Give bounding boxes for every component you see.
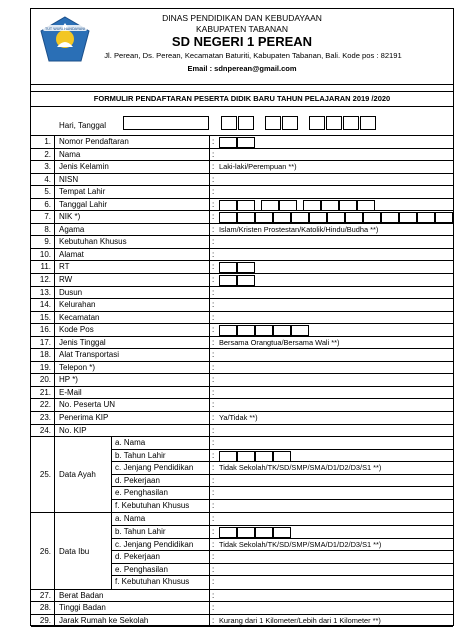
field-value[interactable]: Tidak Sekolah/TK/SD/SMP/SMA/D1/D2/D3/S1 **) (219, 463, 382, 473)
row-dusun (31, 287, 453, 300)
row-label: Kelurahan (59, 300, 96, 310)
field-value[interactable]: Tidak Sekolah/TK/SD/SMP/SMA/D1/D2/D3/S1 **) (219, 539, 382, 549)
colon: : (212, 387, 215, 397)
sub-label: a. Nama (115, 438, 146, 448)
row-number: 20. (31, 374, 55, 386)
digit-box-1[interactable] (219, 451, 237, 462)
row-label: Jenis Tinggal (59, 337, 106, 347)
group-label: Data Ayah (59, 470, 96, 480)
colon: : (212, 287, 215, 297)
digit-box-12[interactable] (417, 212, 435, 223)
colon: : (212, 337, 215, 347)
colon: : (212, 362, 215, 372)
group-label: Data Ibu (59, 546, 90, 556)
digit-box-1[interactable] (219, 137, 237, 148)
row-number: 3. (31, 161, 55, 173)
row-number: 5. (31, 186, 55, 198)
sub-row-a-nama (111, 513, 453, 526)
row-label: Tempat Lahir (59, 187, 106, 197)
row-label: RW (59, 275, 73, 285)
row-number: 22. (31, 399, 55, 411)
row-berat-badan (31, 590, 453, 603)
row-alamat (31, 249, 453, 262)
digit-box-7[interactable] (339, 200, 357, 211)
digit-box-2[interactable] (237, 262, 255, 273)
sub-label: e. Penghasilan (115, 564, 168, 574)
letterhead (31, 9, 453, 85)
digit-box-1[interactable] (219, 262, 237, 273)
row-label: RT (59, 262, 70, 272)
row-jenis-kelamin (31, 161, 453, 174)
row-jarak-rumah-ke-sekolah (31, 615, 453, 628)
row-nik (31, 211, 453, 224)
row-telepon (31, 362, 453, 375)
row-number: 10. (31, 249, 55, 261)
colon: : (212, 475, 215, 485)
row-hp (31, 374, 453, 387)
colon: : (212, 438, 215, 448)
row-kecamatan (31, 312, 453, 325)
row-number: 14. (31, 299, 55, 311)
digit-box-3[interactable] (255, 527, 273, 538)
row-number: 6. (31, 199, 55, 211)
row-label: Kebutuhan Khusus (59, 237, 127, 247)
row-label: Alat Transportasi (59, 350, 120, 360)
sub-row-d-pekerjaan (111, 551, 453, 564)
row-number: 1. (31, 136, 55, 148)
sub-row-f-kebutuhan-khusus (111, 500, 453, 513)
row-label: Penerima KIP (59, 413, 109, 423)
field-value[interactable]: Bersama Orangtua/Bersama Wali **) (219, 337, 340, 347)
colon: : (212, 603, 215, 613)
field-value[interactable]: Laki-laki/Perempuan **) (219, 162, 297, 172)
digit-box-1[interactable] (219, 275, 237, 286)
digit-box-4[interactable] (273, 527, 291, 538)
row-label: NISN (59, 174, 79, 184)
digit-box-7[interactable] (327, 212, 345, 223)
agency-name: DINAS PENDIDIKAN DAN KEBUDAYAAN (162, 13, 322, 23)
school-name: SD NEGERI 1 PEREAN (171, 34, 313, 49)
digit-box-1[interactable] (219, 527, 237, 538)
colon: : (212, 375, 215, 385)
sub-row-b-tahun-lahir (111, 450, 453, 463)
form-rows (31, 135, 453, 627)
digit-box-10[interactable] (381, 212, 399, 223)
row-label: Jenis Kelamin (59, 162, 109, 172)
sub-row-b-tahun-lahir (111, 526, 453, 539)
digit-box-2[interactable] (237, 527, 255, 538)
row-label: Tanggal Lahir (59, 199, 108, 209)
row-jenis-tinggal (31, 337, 453, 350)
sub-row-e-penghasilan (111, 564, 453, 577)
digit-box-8[interactable] (345, 212, 363, 223)
row-tanggal-lahir (31, 199, 453, 212)
colon: : (212, 325, 215, 335)
row-tinggi-badan (31, 602, 453, 615)
sub-label: d. Pekerjaan (115, 475, 160, 485)
sub-row-c-jenjang-pendidikan (111, 462, 453, 475)
colon: : (212, 514, 215, 524)
row-kebutuhan-khusus (31, 236, 453, 249)
row-e-mail (31, 387, 453, 400)
digit-box-1[interactable] (219, 212, 237, 223)
date-box-2[interactable] (238, 116, 254, 130)
school-email: Email : sdnperean@gmail.com (187, 64, 297, 73)
colon: : (212, 590, 215, 600)
sub-row-d-pekerjaan (111, 475, 453, 488)
regency-name: KABUPATEN TABANAN (196, 24, 288, 34)
sub-label: d. Pekerjaan (115, 552, 160, 562)
sub-label: e. Penghasilan (115, 488, 168, 498)
digit-box-2[interactable] (237, 200, 255, 211)
digit-box-3[interactable] (261, 200, 279, 211)
row-kode-pos (31, 324, 453, 337)
row-label: HP *) (59, 375, 78, 385)
colon: : (212, 400, 215, 410)
colon: : (212, 526, 215, 536)
sub-label: c. Jenjang Pendidikan (115, 539, 194, 549)
row-label: E-Mail (59, 387, 82, 397)
row-label: Telepon *) (59, 362, 96, 372)
colon: : (212, 162, 215, 172)
date-box-4[interactable] (282, 116, 298, 130)
digit-box-2[interactable] (237, 137, 255, 148)
sub-label: f. Kebutuhan Khusus (115, 500, 190, 510)
digit-box-4[interactable] (273, 212, 291, 223)
colon: : (212, 413, 215, 423)
colon: : (212, 500, 215, 510)
row-label: Agama (59, 224, 85, 234)
row-rw (31, 274, 453, 287)
colon: : (212, 149, 215, 159)
digit-box-5[interactable] (303, 200, 321, 211)
digit-box-3[interactable] (255, 325, 273, 336)
row-number: 19. (31, 362, 55, 374)
row-alat-transportasi (31, 349, 453, 362)
row-no-kip (31, 425, 453, 438)
colon: : (212, 187, 215, 197)
row-label: No. KIP (59, 425, 87, 435)
row-number: 27. (31, 590, 55, 602)
digit-box-5[interactable] (291, 212, 309, 223)
digit-box-2[interactable] (237, 275, 255, 286)
row-number: 9. (31, 236, 55, 248)
colon: : (212, 199, 215, 209)
colon: : (212, 275, 215, 285)
row-number: 7. (31, 211, 55, 223)
form-title: FORMULIR PENDAFTARAN PESERTA DIDIK BARU TAHUN PELAJARAN 2019 /2020 (31, 91, 453, 107)
row-label: Tinggi Badan (59, 603, 106, 613)
row-number: 29. (31, 615, 55, 627)
row-number: 13. (31, 287, 55, 299)
colon: : (212, 249, 215, 259)
row-label: No. Peserta UN (59, 400, 116, 410)
digit-box-1[interactable] (219, 325, 237, 336)
colon: : (212, 237, 215, 247)
group-data-ayah (31, 437, 453, 513)
row-no-peserta-un (31, 399, 453, 412)
sub-label: b. Tahun Lahir (115, 526, 166, 536)
colon: : (212, 262, 215, 272)
colon: : (212, 488, 215, 498)
row-tempat-lahir (31, 186, 453, 199)
digit-box-6[interactable] (309, 212, 327, 223)
digit-box-13[interactable] (435, 212, 453, 223)
colon: : (212, 224, 215, 234)
row-number: 21. (31, 387, 55, 399)
row-label: Dusun (59, 287, 83, 297)
row-number: 26. (31, 513, 55, 588)
sub-row-f-kebutuhan-khusus (111, 576, 453, 589)
row-label: Jarak Rumah ke Sekolah (59, 615, 149, 625)
date-text-box[interactable] (123, 116, 209, 130)
digit-box-6[interactable] (321, 200, 339, 211)
sub-label: a. Nama (115, 514, 146, 524)
row-label: Alamat (59, 249, 84, 259)
digit-box-8[interactable] (357, 200, 375, 211)
date-box-3[interactable] (265, 116, 281, 130)
date-box-5[interactable] (309, 116, 325, 130)
colon: : (212, 539, 215, 549)
colon: : (212, 552, 215, 562)
digit-box-1[interactable] (219, 200, 237, 211)
digit-box-4[interactable] (279, 200, 297, 211)
field-value[interactable]: Islam/Kristen Prostestan/Katolik/Hindu/Budha **) (219, 224, 379, 234)
row-label: Nomor Pendaftaran (59, 137, 129, 146)
row-nama (31, 149, 453, 162)
registration-form (30, 8, 454, 626)
digit-box-2[interactable] (237, 325, 255, 336)
colon: : (212, 300, 215, 310)
row-number: 16. (31, 324, 55, 336)
date-box-7[interactable] (343, 116, 359, 130)
row-number: 12. (31, 274, 55, 286)
row-label: Nama (59, 149, 81, 159)
logo-text: TUT WURI HANDAYANI (45, 27, 85, 31)
school-address: Jl. Perean, Ds. Perean, Kecamatan Baturiti, Kabupaten Tabanan, Bali. Kode pos : 82191 (104, 51, 402, 60)
row-nomor-pendaftaran (31, 136, 453, 149)
colon: : (212, 174, 215, 184)
field-value[interactable]: Ya/Tidak **) (219, 413, 258, 423)
row-number: 4. (31, 174, 55, 186)
row-number: 11. (31, 261, 55, 273)
sub-row-a-nama (111, 437, 453, 450)
row-number: 8. (31, 224, 55, 236)
row-number: 28. (31, 602, 55, 614)
row-number: 2. (31, 149, 55, 161)
row-penerima-kip (31, 412, 453, 425)
row-rt (31, 261, 453, 274)
group-data-ibu (31, 513, 453, 589)
colon: : (212, 425, 215, 435)
date-box-1[interactable] (221, 116, 237, 130)
digit-box-11[interactable] (399, 212, 417, 223)
digit-box-2[interactable] (237, 451, 255, 462)
row-number: 25. (31, 437, 55, 512)
sub-label: c. Jenjang Pendidikan (115, 463, 194, 473)
colon: : (212, 450, 215, 460)
row-number: 24. (31, 425, 55, 437)
row-agama (31, 224, 453, 237)
row-label: Kecamatan (59, 312, 100, 322)
colon: : (212, 312, 215, 322)
sub-row-c-jenjang-pendidikan (111, 539, 453, 552)
colon: : (212, 615, 215, 625)
sub-row-e-penghasilan (111, 487, 453, 500)
row-label: Berat Badan (59, 590, 104, 600)
date-box-8[interactable] (360, 116, 376, 130)
colon: : (212, 463, 215, 473)
row-nisn (31, 174, 453, 187)
sub-label: b. Tahun Lahir (115, 450, 166, 460)
row-number: 23. (31, 412, 55, 424)
sub-label: f. Kebutuhan Khusus (115, 577, 190, 587)
date-box-6[interactable] (326, 116, 342, 130)
colon: : (212, 577, 215, 587)
digit-box-3[interactable] (255, 451, 273, 462)
row-label: Kode Pos (59, 325, 94, 335)
row-number: 17. (31, 337, 55, 349)
digit-box-4[interactable] (273, 451, 291, 462)
row-number: 18. (31, 349, 55, 361)
digit-box-2[interactable] (237, 212, 255, 223)
colon: : (212, 564, 215, 574)
colon: : (212, 350, 215, 360)
date-label: Hari, Tanggal (59, 121, 106, 130)
row-kelurahan (31, 299, 453, 312)
field-value[interactable]: Kurang dari 1 Kilometer/Lebih dari 1 Kilometer **) (219, 615, 381, 625)
colon: : (212, 212, 215, 222)
digit-box-5[interactable] (291, 325, 309, 336)
digit-box-4[interactable] (273, 325, 291, 336)
digit-box-9[interactable] (363, 212, 381, 223)
colon: : (212, 137, 215, 146)
row-number: 15. (31, 312, 55, 324)
row-label: NIK *) (59, 212, 81, 222)
digit-box-3[interactable] (255, 212, 273, 223)
